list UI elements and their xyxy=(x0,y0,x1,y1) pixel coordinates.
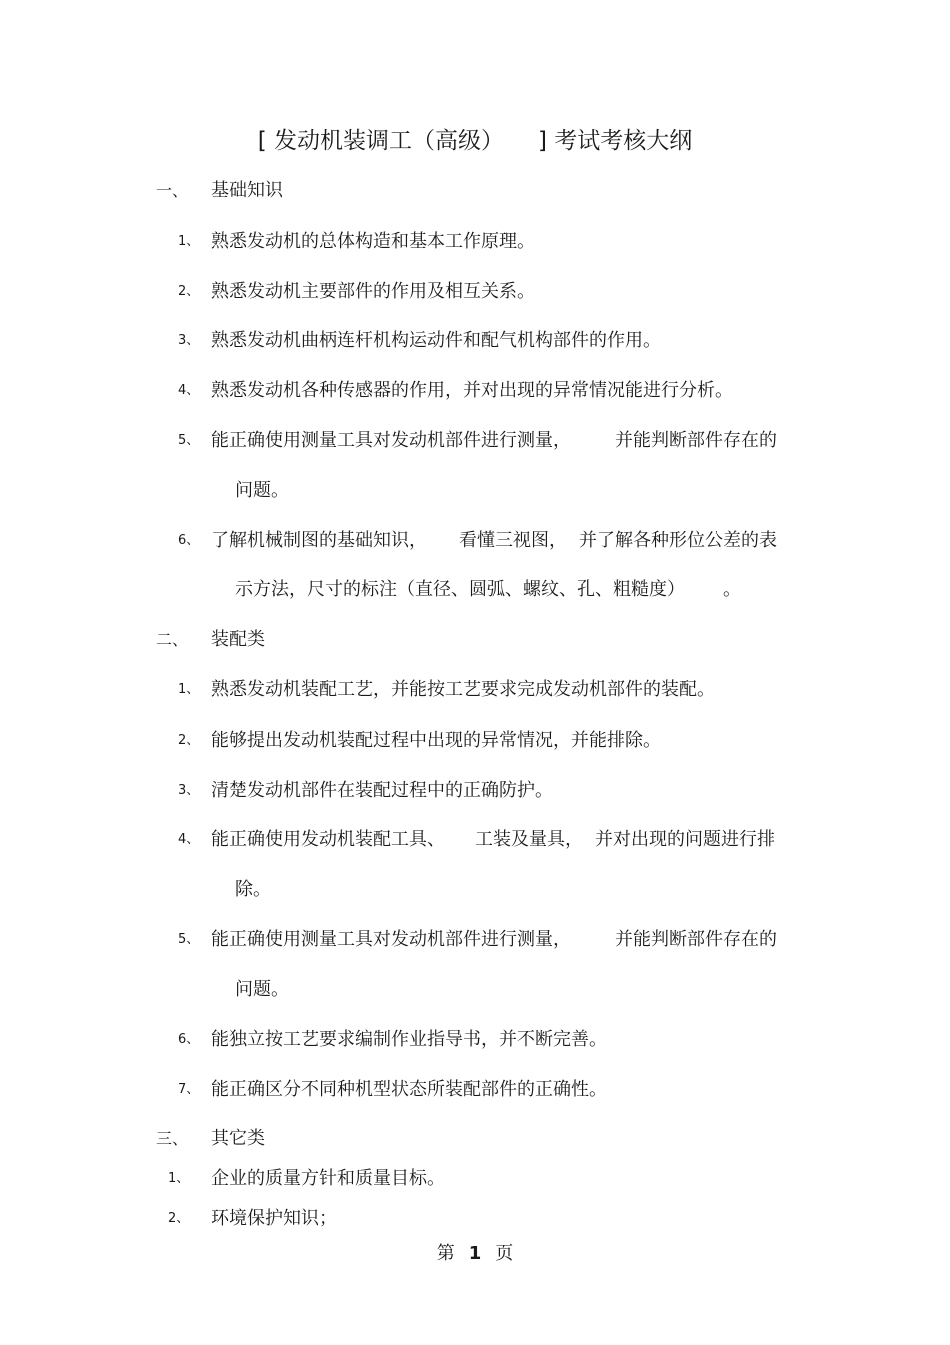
item-number: 5、 xyxy=(178,433,200,448)
list-item: 熟悉发动机装配工艺，并能按工艺要求完成发动机部件的装配。 xyxy=(211,679,715,700)
item-number: 2、 xyxy=(168,1211,190,1226)
list-item: 能正确区分不同种机型状态所装配部件的正确性。 xyxy=(211,1079,607,1100)
item-number: 5、 xyxy=(178,932,200,947)
section-heading: 其它类 xyxy=(211,1128,265,1149)
title-left: [ 发动机装调工（高级） xyxy=(257,128,504,154)
item-number: 6、 xyxy=(178,533,200,548)
page-number: 1 xyxy=(468,1243,482,1264)
list-item-text-part: 并能判断部件存在的 xyxy=(615,929,777,950)
page-suffix: 页 xyxy=(495,1243,514,1264)
list-item: 能独立按工艺要求编制作业指导书，并不断完善。 xyxy=(211,1029,607,1050)
list-item-text-part: 能正确使用发动机装配工具、 xyxy=(211,829,445,850)
list-item-continuation: 问题。 xyxy=(235,979,289,1000)
list-item: 熟悉发动机曲柄连杆机构运动件和配气机构部件的作用。 xyxy=(211,330,661,351)
list-item-text-part: 能正确使用测量工具对发动机部件进行测量， xyxy=(211,430,571,451)
list-item: 熟悉发动机各种传感器的作用，并对出现的异常情况能进行分析。 xyxy=(211,380,733,401)
list-item: 企业的质量方针和质量目标。 xyxy=(211,1168,445,1189)
section-number: 二、 xyxy=(156,630,189,649)
item-number: 6、 xyxy=(178,1032,200,1047)
list-item-text-part: 并了解各种形位公差的表 xyxy=(579,530,777,551)
list-item: 环境保护知识； xyxy=(211,1208,337,1229)
list-item-text-part: 能正确使用测量工具对发动机部件进行测量， xyxy=(211,929,571,950)
list-item-continuation: 除。 xyxy=(235,879,271,900)
title-right: ] 考试考核大纲 xyxy=(538,128,693,154)
list-item-text-part: 工装及量具， xyxy=(475,829,583,850)
item-number: 3、 xyxy=(178,333,200,348)
list-item: 熟悉发动机的总体构造和基本工作原理。 xyxy=(211,231,535,252)
list-item-text-part: 看懂三视图， xyxy=(459,530,567,551)
document-title xyxy=(0,124,950,158)
item-number: 1、 xyxy=(178,234,200,249)
item-number: 7、 xyxy=(178,1082,200,1097)
item-number: 2、 xyxy=(178,733,200,748)
list-item-text-part: 示方法，尺寸的标注（直径、圆弧、螺纹、孔、粗糙度） xyxy=(235,579,685,600)
page-footer xyxy=(0,1241,950,1267)
section-heading: 基础知识 xyxy=(211,180,283,201)
section-number: 一、 xyxy=(156,181,189,200)
item-number: 4、 xyxy=(178,832,200,847)
page-prefix: 第 xyxy=(436,1243,455,1264)
list-item: 熟悉发动机主要部件的作用及相互关系。 xyxy=(211,281,535,302)
list-item-text-part: 并能判断部件存在的 xyxy=(615,430,777,451)
section-heading: 装配类 xyxy=(211,629,265,650)
item-number: 1、 xyxy=(168,1171,190,1186)
item-number: 4、 xyxy=(178,383,200,398)
list-item-continuation: 问题。 xyxy=(235,480,289,501)
list-item xyxy=(211,428,777,454)
section-number: 三、 xyxy=(156,1129,189,1148)
list-item xyxy=(211,528,777,554)
list-item-text-part: 。 xyxy=(723,579,741,600)
list-item-text-part: 了解机械制图的基础知识， xyxy=(211,530,427,551)
list-item: 能够提出发动机装配过程中出现的异常情况，并能排除。 xyxy=(211,730,661,751)
list-item-continuation xyxy=(235,577,741,603)
list-item xyxy=(211,927,777,953)
list-item xyxy=(211,827,775,853)
list-item: 清楚发动机部件在装配过程中的正确防护。 xyxy=(211,780,553,801)
item-number: 1、 xyxy=(178,682,200,697)
item-number: 2、 xyxy=(178,284,200,299)
item-number: 3、 xyxy=(178,783,200,798)
list-item-text-part: 并对出现的问题进行排 xyxy=(595,829,775,850)
